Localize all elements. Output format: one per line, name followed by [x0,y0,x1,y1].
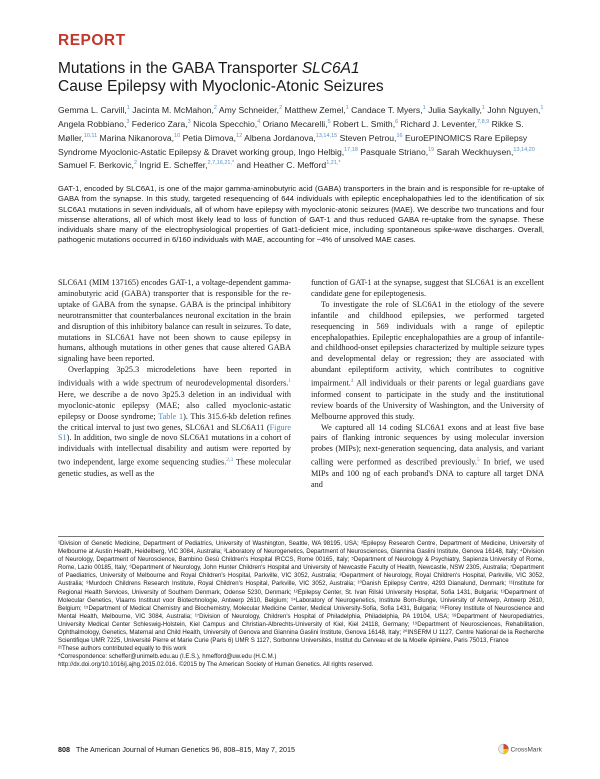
author-name: Angela Robbiano, [58,118,127,129]
author-affiliation-ref[interactable]: 13,14,15 [315,132,338,139]
doi-footnote[interactable]: http://dx.doi.org/10.1016/j.ajhg.2015.02.016. ©2015 by The American Society of Human Genetics. All rights reserved. [58,661,374,669]
author-affiliation-ref[interactable]: 1 [126,105,130,111]
author-name: and Heather C. Mefford [236,160,327,171]
body-column-right [311,278,544,491]
author-name: Ingo Helbig, [298,146,345,157]
author-affiliation-ref[interactable]: 1 [345,105,349,111]
journal-citation: The American Journal of Human Genetics 96, 808–815, May 7, 2015 [76,745,295,754]
page-number: 808 [58,745,70,754]
author-name: John Nguyen, [487,104,541,115]
crossmark-icon[interactable] [498,743,544,755]
author-name: Gemma L. Carvill, [58,104,127,115]
citation-link[interactable]: 5 [476,457,480,464]
author-affiliation-ref[interactable]: 13,14,20 [513,146,535,153]
title-line1-text: Mutations in the GABA Transporter [58,60,302,77]
author-name: Candace T. Myers, [351,104,423,115]
author-name: Albena Jordanova, [244,132,316,143]
author-name: Rikke S. Møller, [58,118,524,143]
citation-link[interactable]: 1 [288,378,291,385]
author-affiliation-ref[interactable]: 17,18 [344,146,358,153]
author-name: Oriano Mecarelli, [262,118,328,129]
figure-link[interactable]: Figure S1 [58,422,291,443]
title-gene: SLC6A1 [301,60,360,77]
author-affiliation-ref[interactable]: 10,11 [83,132,98,139]
author-affiliation-ref[interactable]: 1,21,* [326,160,341,167]
author-name: EuroEPINOMICS Rare Epilepsy Syndrome Myoclonic-Astatic Epilepsy & Dravet working group, [58,132,528,157]
crossmark-text: CrossMark [510,746,542,754]
author-name: Amy Schneider, [218,104,280,115]
footnote-divider [58,536,544,537]
equal-contribution-footnote: ²¹These authors contributed equally to this work [58,645,187,653]
body-paragraph: function of GAT-1 at the synapse, suggest that SLC6A1 is an excellent candidate gene for epileptogenesis. [311,278,544,298]
author-name: Ingrid E. Scheffer, [139,160,208,171]
author-affiliation-ref[interactable]: 1 [481,105,485,111]
citation-link[interactable]: 2,3 [226,457,234,464]
author-affiliation-ref[interactable]: 2 [279,105,283,111]
citation-link[interactable]: 4 [350,378,354,385]
table-link[interactable]: Table 1 [158,411,184,421]
author-affiliation-ref[interactable]: 3 [187,118,191,125]
body-paragraph: To investigate the role of SLC6A1 in the etiology of the severe infantile and childhood epilepsies, we performed targeted resequencing in 569 individuals with a range of epileptic encephalopathies. Epileptic encephalopathies are a group of infantile- and childhood-onset epilepsies characterized by multiple seizure types and developmental delay or regression; they are associated with abundant epileptiform activity, which contributes to cognitive impairment.$^4$ All individuals or their parents or legal guardians gave informed consent to participate in the study and the institutional review boards of the University of Washington, and the University of Melbourne approved this study. [311,299,544,421]
abstract: GAT-1, encoded by SLC6A1, is one of the major gamma-aminobutyric acid (GABA) transporters in the brain and is responsible for re-uptake of GABA from the synapse. In this study, targeted resequencing of 644 individuals with epileptic encephalopathies led to the identification of six SLC6A1 mutations in seven individuals, all of whom have epilepsy with myoclonic-atonic seizures (MAE). We describe two truncations and four missense alterations, all of which most likely lead to loss of function of GAT-1 and thus reduced GABA re-uptake from the synapse. These individuals share many of the electrophysiological properties of Gat1-deficient mice, including spontaneous spike-wave discharges. Overall, pathogenic mutations occurred in 6/160 individuals with MAE, accounting for ~4% of unsolved MAE cases. [58,184,544,245]
body-column-left [58,278,291,480]
author-name: Julia Saykally, [428,104,482,115]
author-name: Marina Nikanorova, [99,132,175,143]
affiliations-footnote: ¹Division of Genetic Medicine, Department of Pediatrics, University of Washington, Seattle, WA 98195, USA; ²Epilepsy Research Centre, Department of Medicine, University of Melbourne at Austin Health, Heidelberg, VIC 3084, Australia; ³Laboratory of Neurogenetics, Department of Neurosciences, Giannina Gaslini Institute, Genova 16148, Italy; ⁴Division of Neurology, Department of Neuroscience, Bambino Gesù Children's Hospital IRCCS, Rome 00165, Italy; ⁵Department of Neurology & Psychiatry, Sapienza University of Rome, Rome, Lazio 00185, Italy; ⁶Department of Neurology, John Hunter Children's Hospital and University of Newcastle Faculty of Health, Newcastle, NSW 2305, Australia; ⁷Department of Paediatrics, University of Melbourne and Royal Children's Hospital, Parkville, VIC 3052, Australia; ⁸Department of Neurology, Royal Children's Hospital, Parkville, VIC 3052, Australia; ⁹Murdoch Childrens Research Institute, Royal Children's Hospital, Parkville, VIC 3052, Australia; ¹⁰Danish Epilepsy Centre, 4293 Dianalund, Denmark; ¹¹Institute for Regional Health Services, University of Southern Denmark, Odense 5230, Denmark; ¹²Epilepsy Center, St. Ivan Rilski University Hospital, Sofia 1431, Bulgaria; ¹³Department of Molecular Genetics, Vlaams Instituut voor Biotechnologie, Antwerp 2610, Belgium; ¹⁴Laboratory of Neurogenetics, Institute Born-Bunge, University of Antwerp, Antwerp 2610, Belgium; ¹⁵Department of Medical Chemistry and Biochemistry, Molecular Medicine Center, Medical University-Sofia, Sofia 1431, Bulgaria; ¹⁶Florey Institute of Neuroscience and Mental Health, Melbourne, VIC 3084, Australia; ¹⁷Division of Neurology, Children's Hospital of Philadelphia, Philadelphia, PA 19104, USA; ¹⁸Department of Neuropediatrics, University Medical Center Schleswig-Holstein, Kiel Campus and Christian-Albrechts-University of Kiel, Kiel 24118, Germany; ¹⁹Department of Neurosciences, Rehabilitation, Ophthalmology, Genetics, Maternal and Child Health, University of Genova and Giannina Gaslini Institute, Genova 16148, Italy; ²⁰INSERM U 1127, Centre National de la Recherche Scientifique UMR 7225, Université Pierre et Marie Curie (Paris 6) UMR S 1127, Sorbonne Universités, Institut du Cerveau et de la Moelle épinière, Paris 75013, France [58,540,544,645]
author-affiliation-ref[interactable]: 5 [327,118,331,125]
body-paragraph: Overlapping 3p25.3 microdeletions have been reported in individuals with a wide spectrum of neurodevelopmental disorders.$^1$ Here, we describe a de novo 3p25.3 deletion in an individual with myoclonic-atonic epilepsy (MAE; also called myoclonic-astatic epilepsy or Doose syndrome; Table 1). This 315.6-kb deletion refines the critical interval to just two genes, SLC6A1 and SLC6A11 (Figure S1). In addition, two single de novo SLC6A1 mutations in a cohort of individuals with intellectual disability and autism were reported by two independent, large exome sequencing studies.$^{2,3}$ These molecular genetic studies, as well as the [58,365,291,478]
author-name: Petia Dimova, [182,132,237,143]
article-title [58,60,558,96]
author-list [58,102,544,171]
author-affiliation-ref[interactable]: 6 [395,118,399,125]
author-affiliation-ref[interactable]: 3 [126,118,130,125]
author-name: Robert L. Smith, [333,118,396,129]
body-paragraph: SLC6A1 (MIM 137165) encodes GAT-1, a voltage-dependent gamma-aminobutyric acid (GABA) transporter that is responsible for the re-uptake of GABA from the synapse. GABA is the principal inhibitory neurotransmitter that counterbalances neuronal excitation in the brain and disruption of this inhibitory balance can result in seizures. To date, mutations in SLC6A1 have not been shown to cause epilepsy in humans, although mutations in other genes that cause altered GABA signaling have been reported. [58,278,291,364]
author-name: Steven Petrou, [339,132,397,143]
author-affiliation-ref[interactable]: 1 [540,105,544,111]
author-affiliation-ref[interactable]: 7,8,9 [476,118,490,125]
author-name: Federico Zara, [131,118,188,129]
author-name: Nicola Specchio, [193,118,258,129]
title-line2: Cause Epilepsy with Myoclonic-Atonic Seizures [58,78,384,95]
author-affiliation-ref[interactable]: 12 [236,132,243,139]
page-footer [58,745,544,759]
author-affiliation-ref[interactable]: 2 [213,105,217,111]
author-affiliation-ref[interactable]: 19 [428,146,435,153]
correspondence-footnote[interactable]: *Correspondence: scheffer@unimelb.edu.au (I.E.S.), hmefford@uw.edu (H.C.M.) [58,653,277,661]
author-affiliation-ref[interactable]: 10 [174,132,181,139]
author-name: Matthew Zemel, [284,104,346,115]
author-name: Pasquale Striano, [360,146,429,157]
author-name: Samuel F. Berkovic, [58,160,134,171]
author-name: Sarah Weckhuysen, [436,146,514,157]
body-paragraph: We captured all 14 coding SLC6A1 exons and at least five base pairs of flanking intronic sequences by using molecular inversion probes (MIPs); next-generation sequencing, data analysis, and variant calling were performed as described previously.$^5$ In brief, we used MIPs and 100 ng of each proband's DNA to capture all target DNA and [311,422,544,489]
author-affiliation-ref[interactable]: 2,7,16,21,* [207,160,235,167]
author-name: Jacinta M. McMahon, [132,104,214,115]
author-affiliation-ref[interactable]: 2 [133,160,137,167]
author-name: Richard J. Leventer, [400,118,477,129]
author-affiliation-ref[interactable]: 1 [422,105,426,111]
footnotes [58,540,544,670]
author-affiliation-ref[interactable]: 4 [257,118,261,125]
article-type-label: REPORT [58,32,126,49]
author-affiliation-ref[interactable]: 16 [396,132,403,139]
